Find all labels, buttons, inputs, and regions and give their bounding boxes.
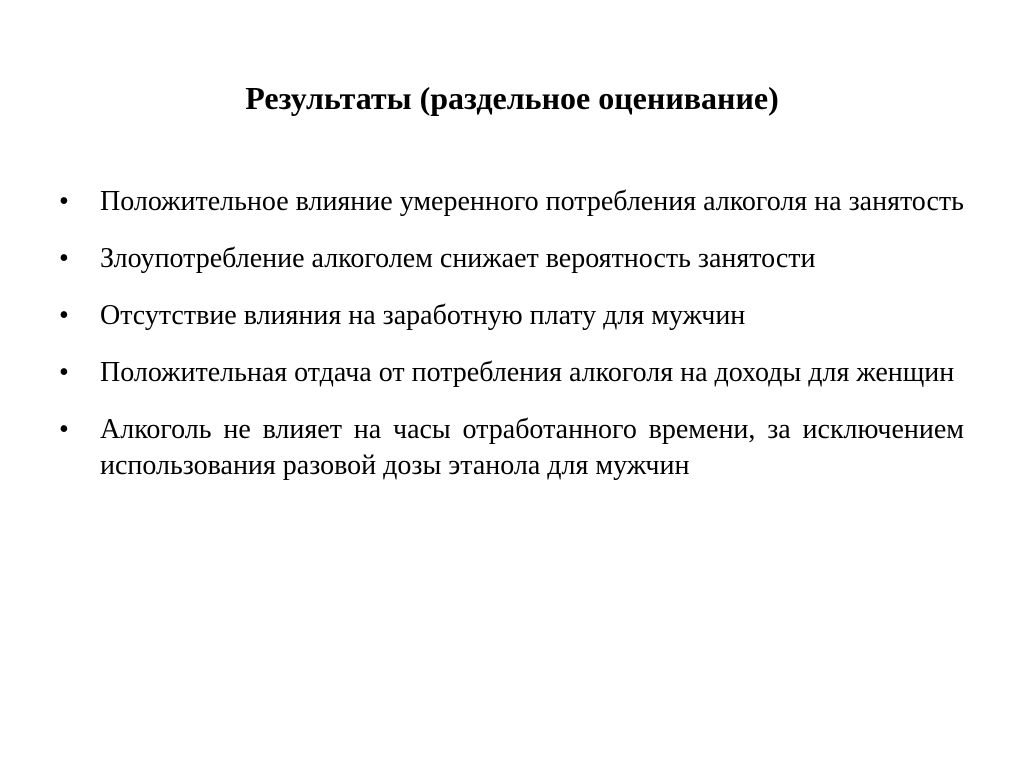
bullet-text-2: Злоупотребление алкоголем снижает вероятность занятости [100,243,816,274]
bullet-item-2 [59,241,964,277]
bullet-list [59,184,964,505]
bullet-text-3: Отсутствие влияния на заработную плату для мужчин [100,300,746,331]
bullet-dot-icon: • [59,300,69,331]
bullet-dot-icon: • [59,243,69,274]
bullet-item-5 [59,412,964,484]
slide-title: Результаты (раздельное оценивание) [245,80,779,116]
bullet-text-4: Положительная отдача от потребления алкоголя на доходы для женщин [100,357,955,388]
bullet-dot-icon: • [59,414,69,445]
bullet-dot-icon: • [59,357,69,388]
bullet-text-5: Алкоголь не влияет на часы отработанного времени, за исключением использования разовой дозы этанола для мужчин [100,414,964,481]
bullet-item-3 [59,298,964,334]
bullet-item-1 [59,184,964,220]
bullet-item-4 [59,355,964,391]
bullet-dot-icon: • [59,186,69,217]
bullet-text-1: Положительное влияние умеренного потребления алкоголя на занятость [100,186,964,217]
